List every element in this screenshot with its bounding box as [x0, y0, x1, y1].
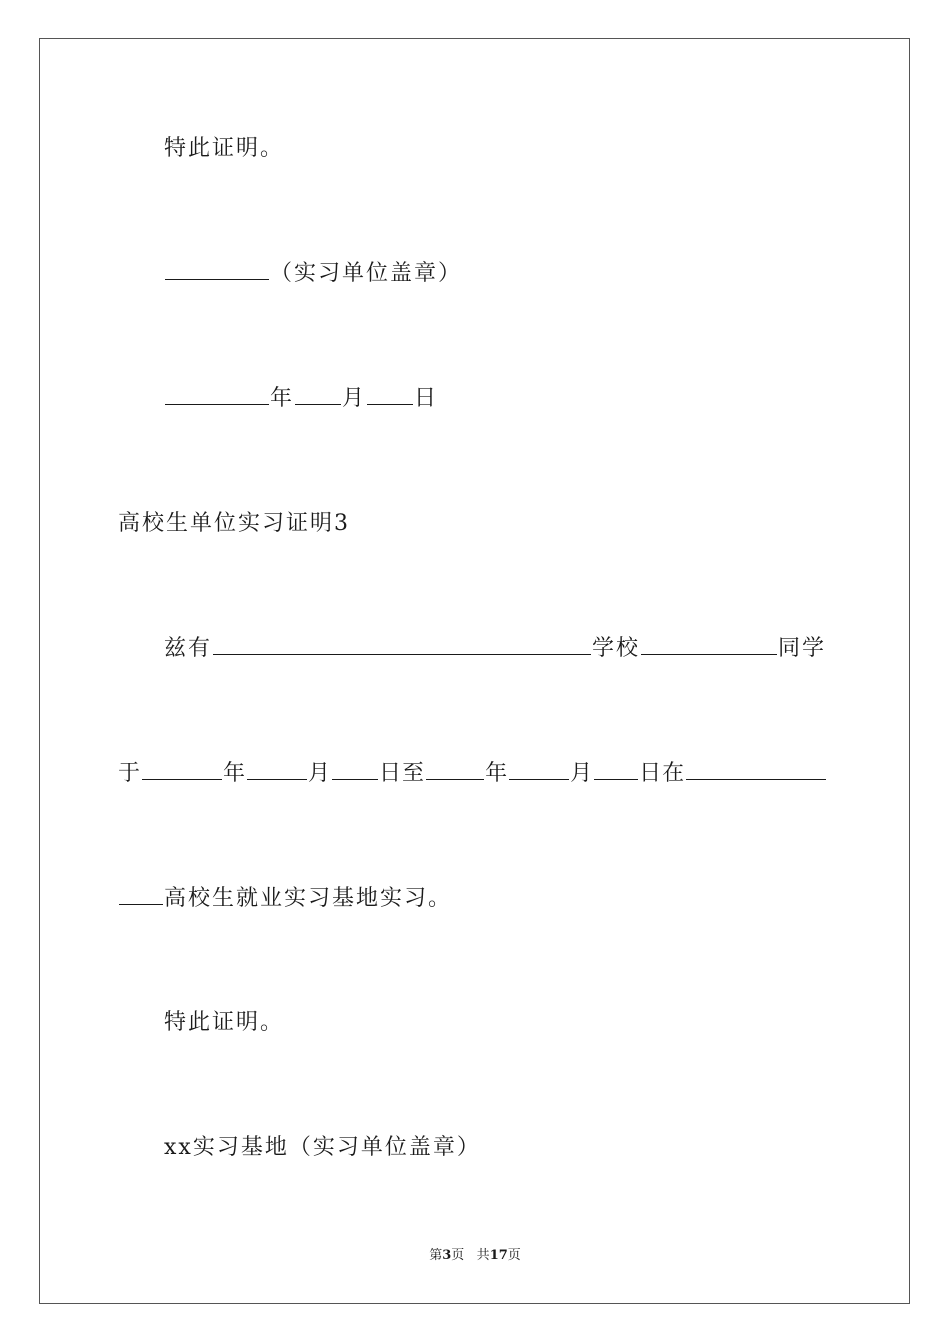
footer-page-unit: 页: [451, 1248, 465, 1263]
base-name-blank: [686, 761, 826, 780]
body1-text-b: 学校: [592, 636, 641, 661]
start-year-blank: [142, 761, 222, 780]
year-blank: [165, 386, 269, 405]
body2-text-e: 年: [485, 761, 509, 786]
body-line-3: [118, 886, 452, 912]
end-day-blank: [594, 761, 638, 780]
start-day-blank: [332, 761, 378, 780]
section-heading: [118, 511, 350, 537]
body2-text-a: 于: [118, 761, 142, 786]
unit-seal-line: [164, 261, 462, 287]
school-blank: [213, 636, 591, 655]
base-seal-line: [164, 1135, 481, 1161]
body2-text-g: 日在: [639, 761, 686, 786]
month-label: 月: [342, 386, 367, 411]
body2-text-b: 年: [223, 761, 247, 786]
day-blank: [367, 386, 413, 405]
end-year-blank: [426, 761, 484, 780]
month-blank: [295, 386, 341, 405]
body1-text-a: 兹有: [164, 636, 213, 661]
unit-name-blank: [165, 261, 269, 280]
date-line: [164, 386, 438, 412]
closing-statement-text: 特此证明。: [164, 1010, 285, 1035]
student-blank: [641, 636, 777, 655]
footer-total-prefix: 共: [476, 1248, 490, 1263]
body2-text-c: 月: [308, 761, 332, 786]
footer-total-pages: 17: [489, 1248, 508, 1263]
footer-prefix: 第: [429, 1248, 443, 1263]
unit-seal-label: （实习单位盖章）: [270, 261, 463, 286]
footer-page-number: 3: [442, 1248, 452, 1263]
page-footer: [0, 1248, 950, 1264]
body-line-1: [164, 636, 826, 662]
heading-text: 高校生单位实习证明3: [118, 511, 350, 536]
body1-text-c: 同学: [778, 636, 827, 661]
base-seal-text: xx实习基地（实习单位盖章）: [164, 1135, 481, 1160]
base-name-blank-cont: [119, 886, 163, 905]
page-border: [39, 38, 910, 1304]
body-line-2: [118, 761, 827, 787]
body3-text: 高校生就业实习基地实习。: [164, 886, 453, 911]
statement-line: [164, 136, 284, 162]
body2-text-f: 月: [570, 761, 594, 786]
day-label: 日: [414, 386, 439, 411]
closing-statement-line: [164, 1010, 284, 1036]
statement-text: 特此证明。: [164, 136, 285, 161]
start-month-blank: [247, 761, 307, 780]
body2-text-d: 日至: [379, 761, 426, 786]
year-label: 年: [270, 386, 295, 411]
footer-total-unit: 页: [507, 1248, 521, 1263]
end-month-blank: [509, 761, 569, 780]
